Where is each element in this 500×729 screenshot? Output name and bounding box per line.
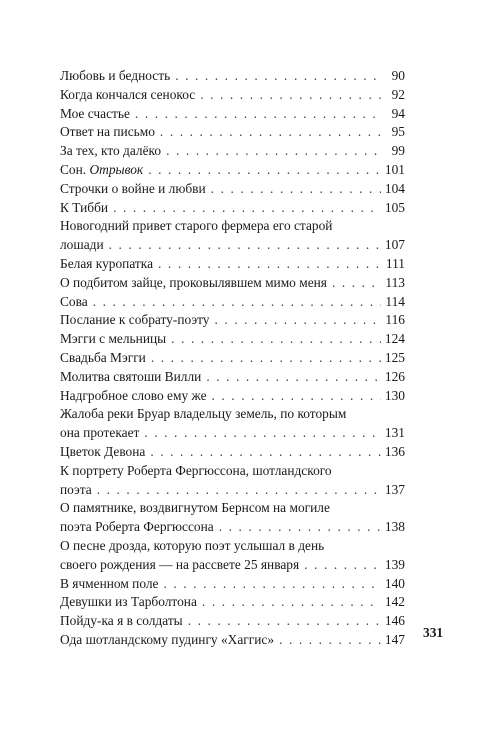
toc-entry	[60, 311, 405, 330]
dot-leader	[164, 575, 381, 594]
toc-entry-title-line	[60, 537, 405, 556]
toc-entry-title	[60, 368, 201, 387]
toc-entry-title	[60, 123, 155, 142]
dot-leader	[202, 593, 381, 612]
toc-entry-page: 114	[385, 293, 405, 309]
toc-entry	[60, 443, 405, 462]
dot-leader	[135, 105, 381, 124]
toc-entry	[60, 180, 405, 199]
toc-entry-line	[60, 180, 405, 199]
dot-leader	[158, 255, 381, 274]
toc-entry-line	[60, 293, 405, 312]
toc-entry-title-text: Ответ на письмо	[60, 124, 155, 140]
toc-entry-title-text: Надгробное слово ему же	[60, 387, 207, 403]
toc-entry-title	[60, 349, 146, 368]
toc-entry-page: 124	[384, 331, 405, 347]
toc-entry-title-text: Белая куропатка	[60, 255, 154, 271]
toc-entry-page: 107	[384, 237, 405, 253]
toc-entry	[60, 330, 405, 349]
toc-entry-title-text: поэта	[60, 481, 92, 497]
toc-entry-title	[60, 236, 104, 255]
toc-entry	[60, 67, 405, 86]
toc-entry-line	[60, 236, 405, 255]
toc-entry-line	[60, 443, 405, 462]
dot-leader	[171, 330, 381, 349]
toc-entry-page: 105	[384, 199, 405, 215]
toc-entry-line	[60, 631, 405, 650]
toc-entry-title	[60, 105, 130, 124]
toc-entry-page: 138	[384, 519, 405, 535]
toc-entry-page: 101	[384, 161, 405, 177]
toc-entry-page: 104	[384, 180, 405, 196]
toc-entry-title	[60, 255, 153, 274]
dot-leader	[113, 199, 381, 218]
dot-leader	[148, 161, 381, 180]
toc-entry-title-text: Когда кончался сенокос	[60, 86, 196, 102]
toc-entry-title	[60, 556, 299, 575]
toc-entry-line	[60, 161, 405, 180]
dot-leader	[151, 349, 381, 368]
toc-entry-page: 94	[391, 105, 405, 121]
toc-entry-title-text: Цветок Девона	[60, 443, 146, 459]
toc-entry	[60, 593, 405, 612]
toc-entry	[60, 631, 405, 650]
toc-entry	[60, 161, 405, 180]
toc-entry-title	[60, 424, 139, 443]
toc-entry-line	[60, 387, 405, 406]
toc-entry-title-text: Сова	[60, 293, 88, 309]
toc-entry-title-text: Молитва святоши Вилли	[60, 368, 202, 384]
toc-entry-title: Жалоба реки Бруар владельцу земель, по которым	[60, 406, 347, 422]
dot-leader	[150, 443, 381, 462]
toc-entry-title: О песне дрозда, которую поэт услышал в день	[60, 537, 325, 553]
toc-entry-title-text: своего рождения — на рассвете 25 января	[60, 556, 300, 572]
toc-entry-title	[60, 161, 143, 180]
toc-entry-page: 140	[384, 575, 405, 591]
toc-entry-page: 116	[385, 312, 405, 328]
table-of-contents	[60, 67, 405, 650]
toc-entry-line	[60, 330, 405, 349]
dot-leader	[144, 424, 381, 443]
toc-entry-title-text: О подбитом зайце, проковылявшем мимо меня	[60, 274, 327, 290]
toc-entry-title	[60, 575, 159, 594]
toc-entry-line	[60, 255, 405, 274]
toc-entry	[60, 105, 405, 124]
toc-entry-page: 139	[384, 556, 405, 572]
dot-leader	[211, 180, 381, 199]
toc-entry-title-text: Любовь и бедность	[60, 68, 171, 83]
toc-entry	[60, 387, 405, 406]
dot-leader	[214, 311, 381, 330]
toc-entry	[60, 217, 405, 255]
toc-entry-title-text: К Тибби	[60, 199, 109, 215]
toc-entry-line	[60, 311, 405, 330]
toc-entry-line	[60, 556, 405, 575]
toc-entry-page: 125	[384, 349, 405, 365]
toc-entry	[60, 368, 405, 387]
toc-entry-line	[60, 123, 405, 142]
toc-entry	[60, 274, 405, 293]
toc-entry-title	[60, 443, 145, 462]
dot-leader	[212, 387, 381, 406]
toc-entry	[60, 142, 405, 161]
toc-entry-line	[60, 593, 405, 612]
toc-entry-title	[60, 180, 206, 199]
toc-entry-title	[60, 481, 92, 500]
toc-entry-title: О памятнике, воздвигнутом Бернсом на могиле	[60, 500, 330, 516]
toc-entry-title	[60, 330, 166, 349]
toc-entry-line	[60, 575, 405, 594]
dot-leader	[109, 236, 381, 255]
toc-entry-title-text: В ячменном поле	[60, 575, 159, 591]
toc-entry-title-text: лошади	[60, 237, 104, 253]
toc-entry-line	[60, 368, 405, 387]
toc-entry-line	[60, 481, 405, 500]
toc-entry-title	[60, 274, 327, 293]
toc-entry-title-text: поэта Роберта Фергюссона	[60, 519, 214, 535]
toc-entry-page: 131	[384, 425, 405, 441]
toc-entry-title: К портрету Роберта Фергюссона, шотландского	[60, 462, 332, 478]
toc-entry-title-line	[60, 499, 405, 518]
toc-entry-line	[60, 86, 405, 105]
dot-leader	[160, 123, 381, 142]
toc-entry-title-text: Мэгги с мельницы	[60, 331, 167, 347]
dot-leader	[200, 86, 381, 105]
toc-entry-title-text: она протекает	[60, 425, 140, 441]
toc-entry-title-text: Пойду-ка я в солдаты	[60, 613, 183, 629]
toc-entry-title	[60, 518, 214, 537]
dot-leader	[332, 274, 381, 293]
toc-entry-page: 111	[385, 255, 405, 271]
toc-entry-title-text: Строчки о войне и любви	[60, 180, 206, 196]
toc-entry-page: 92	[391, 86, 405, 102]
toc-entry	[60, 199, 405, 218]
toc-entry-line	[60, 67, 405, 86]
toc-entry-page: 95	[391, 124, 405, 140]
toc-entry	[60, 405, 405, 443]
toc-entry-subtitle: Отрывок	[89, 161, 144, 177]
toc-entry-page: 136	[384, 443, 405, 459]
dot-leader	[279, 631, 381, 650]
toc-entry-title	[60, 612, 183, 631]
dot-leader	[188, 612, 381, 631]
toc-entry	[60, 537, 405, 575]
toc-entry-page: 142	[384, 594, 405, 610]
dot-leader	[206, 368, 381, 387]
toc-entry-page: 99	[391, 143, 405, 159]
dot-leader	[304, 556, 381, 575]
toc-entry-page: 130	[384, 387, 405, 403]
toc-entry-title-text: Сон.	[60, 161, 90, 177]
dot-leader	[175, 67, 381, 86]
toc-entry-page: 126	[384, 368, 405, 384]
toc-entry	[60, 255, 405, 274]
toc-entry-title-line	[60, 405, 405, 424]
toc-entry-page: 90	[391, 68, 405, 83]
toc-entry-title-text: Ода шотландскому пудингу «Хаггис»	[60, 631, 275, 647]
toc-entry-title	[60, 86, 195, 105]
dot-leader	[166, 142, 381, 161]
toc-entry-title	[60, 67, 170, 86]
page-number: 331	[423, 625, 444, 640]
toc-entry	[60, 612, 405, 631]
toc-entry-title-line	[60, 217, 405, 236]
toc-entry-line	[60, 424, 405, 443]
toc-entry-title-text: Свадьба Мэгги	[60, 349, 146, 365]
toc-entry-line	[60, 612, 405, 631]
toc-entry-line	[60, 142, 405, 161]
toc-entry-page: 147	[384, 631, 405, 647]
toc-entry	[60, 575, 405, 594]
toc-entry	[60, 499, 405, 537]
toc-entry-title-text: Девушки из Тарболтона	[60, 594, 197, 610]
toc-entry-line	[60, 349, 405, 368]
dot-leader	[219, 518, 381, 537]
toc-entry-title	[60, 293, 88, 312]
toc-entry-title-line	[60, 462, 405, 481]
toc-entry-title-text: За тех, кто далёко	[60, 143, 162, 159]
toc-entry-title	[60, 142, 161, 161]
toc-entry-title-text: Послание к собрату-поэту	[60, 312, 210, 328]
toc-entry-page: 113	[385, 274, 405, 290]
toc-entry	[60, 462, 405, 500]
dot-leader	[93, 293, 381, 312]
toc-entry	[60, 123, 405, 142]
toc-entry	[60, 86, 405, 105]
dot-leader	[97, 481, 381, 500]
toc-entry-title	[60, 387, 207, 406]
toc-entry-title	[60, 593, 197, 612]
toc-entry	[60, 349, 405, 368]
toc-entry-page: 137	[384, 481, 405, 497]
toc-entry-line	[60, 105, 405, 124]
toc-entry-title: Новогодний привет старого фермера его старой	[60, 218, 333, 234]
toc-entry-line	[60, 199, 405, 218]
toc-entry	[60, 293, 405, 312]
toc-entry-page: 146	[384, 613, 405, 629]
toc-entry-line	[60, 518, 405, 537]
toc-entry-title	[60, 311, 209, 330]
toc-entry-title-text: Мое счастье	[60, 105, 130, 121]
toc-entry-title	[60, 631, 274, 650]
toc-entry-title	[60, 199, 108, 218]
toc-entry-line	[60, 274, 405, 293]
